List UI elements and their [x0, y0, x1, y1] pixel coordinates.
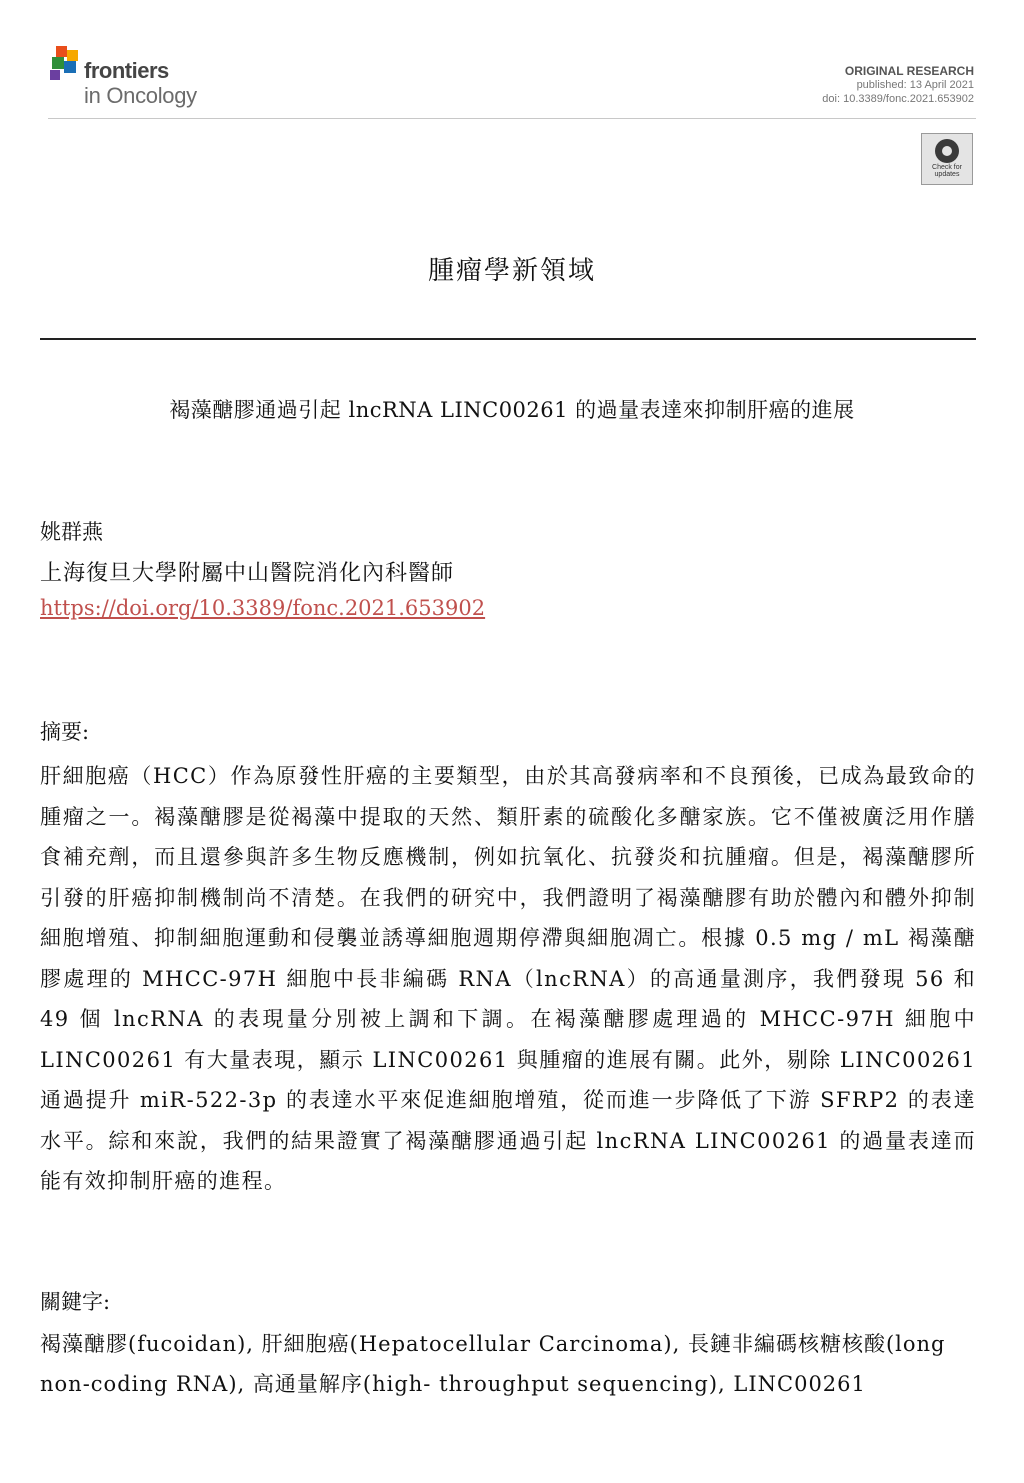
check-updates-icon: [935, 139, 959, 163]
published-date: published: 13 April 2021: [856, 79, 974, 91]
title-divider: [40, 338, 976, 340]
author-affiliation: 上海復旦大學附屬中山醫院消化內科醫師: [40, 561, 455, 586]
section-title: 腫瘤學新領域: [427, 256, 596, 286]
journal-header: [0, 0, 1024, 200]
header-doi: doi: 10.3389/fonc.2021.653902: [822, 93, 974, 105]
abstract-text: 肝細胞癌（HCC）作為原發性肝癌的主要類型，由於其高發病率和不良預後，已成為最致命的腫瘤之一。褐藻醣膠是從褐藻中提取的天然、類肝素的硫酸化多醣家族。它不僅被廣泛用作膳食補充劑，而且還參與許多生物反應機制，例如抗氧化、抗發炎和抗腫瘤。但是，褐藻醣膠所引發的肝癌抑制機制尚不清楚。在我們的研究中，我們證明了褐藻醣膠有助於體內和體外抑制細胞增殖、抑制細胞運動和侵襲並誘導細胞週期停滯與細胞凋亡。根據 0.5 mg / mL 褐藻醣膠處理的 MHCC-97H 細胞中長非編碼 RNA（lncRNA）的高通量測序，我們發現 56 和 49 個 lncRNA 的表現量分別被上調和下調。在褐藻醣膠處理過的 MHCC-97H 細胞中 LINC00261 有大量表現，顯示 LINC00261 與腫瘤的進展有關。此外，剔除 LINC00261 通過提升 miR-522-3p 的表達水平來促進細胞增殖，從而進一步降低了下游 SFRP2 的表達水平。綜和來說，我們的結果證實了褐藻醣膠通過引起 lncRNA LINC00261 的過量表達而能有效抑制肝癌的進程。: [40, 764, 976, 1193]
journal-logo[interactable]: [48, 46, 248, 110]
article-type: ORIGINAL RESEARCH: [844, 64, 974, 78]
paper-title: 褐藻醣膠通過引起 lncRNA LINC00261 的過量表達來抑制肝癌的進展: [169, 398, 855, 422]
keywords-text: 褐藻醣膠(fucoidan), 肝細胞癌(Hepatocellular Carcinoma), 長鏈非編碼核糖核酸(long non-coding RNA), 高通量解序(high- throughput sequencing), LINC00261: [40, 1332, 946, 1396]
author-name: 姚群燕: [40, 520, 103, 544]
keywords-label: 關鍵字:: [40, 1290, 111, 1314]
header-divider: [48, 118, 976, 119]
abstract-label: 摘要:: [40, 720, 90, 744]
check-updates-label: Check for updates: [932, 164, 962, 178]
doi-link[interactable]: https://doi.org/10.3389/fonc.2021.653902: [40, 596, 486, 620]
journal-name-line1: frontiers: [84, 58, 169, 83]
frontiers-logo-icon: [48, 46, 82, 86]
article-meta: [822, 64, 974, 106]
check-for-updates-button[interactable]: [921, 133, 973, 185]
journal-name-line2: in Oncology: [84, 83, 197, 108]
